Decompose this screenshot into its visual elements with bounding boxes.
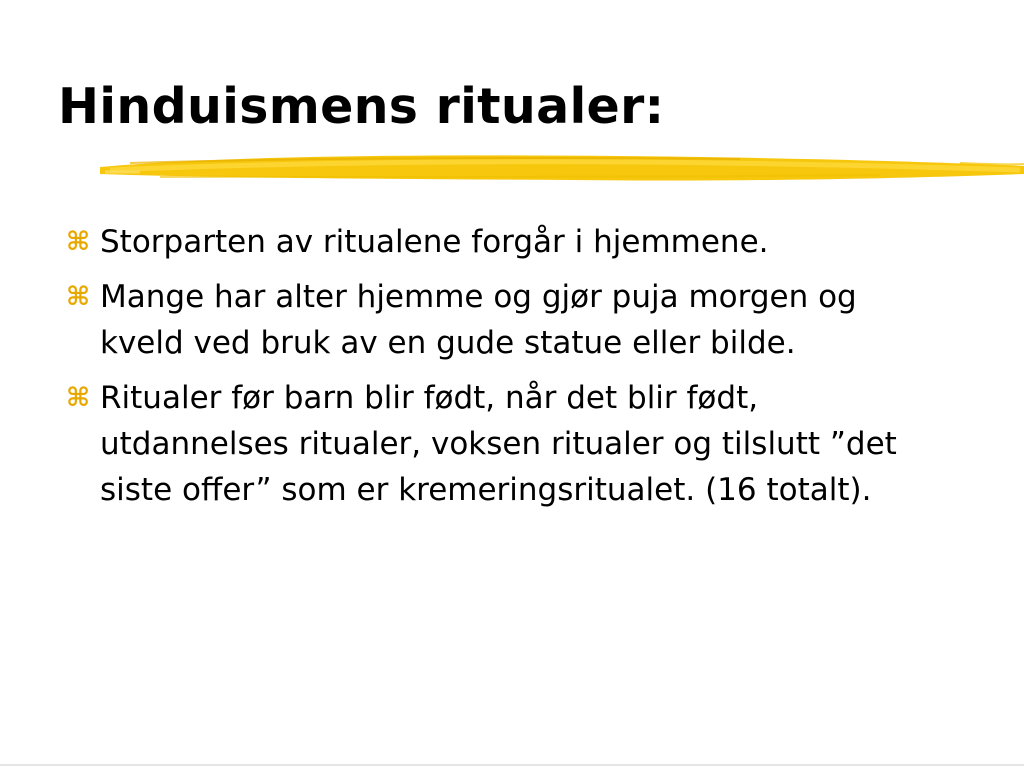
bullet-list <box>66 219 966 522</box>
place-of-interest-icon: ⌘ <box>66 282 91 312</box>
slide-title: Hinduismens ritualer: <box>58 78 665 135</box>
place-of-interest-icon: ⌘ <box>66 383 91 413</box>
bullet-text: Mange har alter hjemme og gjør puja morgen og kveld ved bruk av en gude statue eller bilde. <box>100 279 857 361</box>
bullet-text: Storparten av ritualene forgår i hjemmene. <box>100 224 769 260</box>
bullet-item <box>66 375 966 513</box>
bullet-item <box>66 274 966 366</box>
bullet-text: Ritualer før barn blir født, når det blir født, utdannelses ritualer, voksen ritualer og tilslutt ”det siste offer” som er kremeringsritualet. (16 totalt). <box>100 380 897 508</box>
bullet-item <box>66 219 966 265</box>
place-of-interest-icon: ⌘ <box>66 227 91 257</box>
title-underline-brushstroke <box>100 148 1024 188</box>
bottom-divider <box>0 764 1024 766</box>
